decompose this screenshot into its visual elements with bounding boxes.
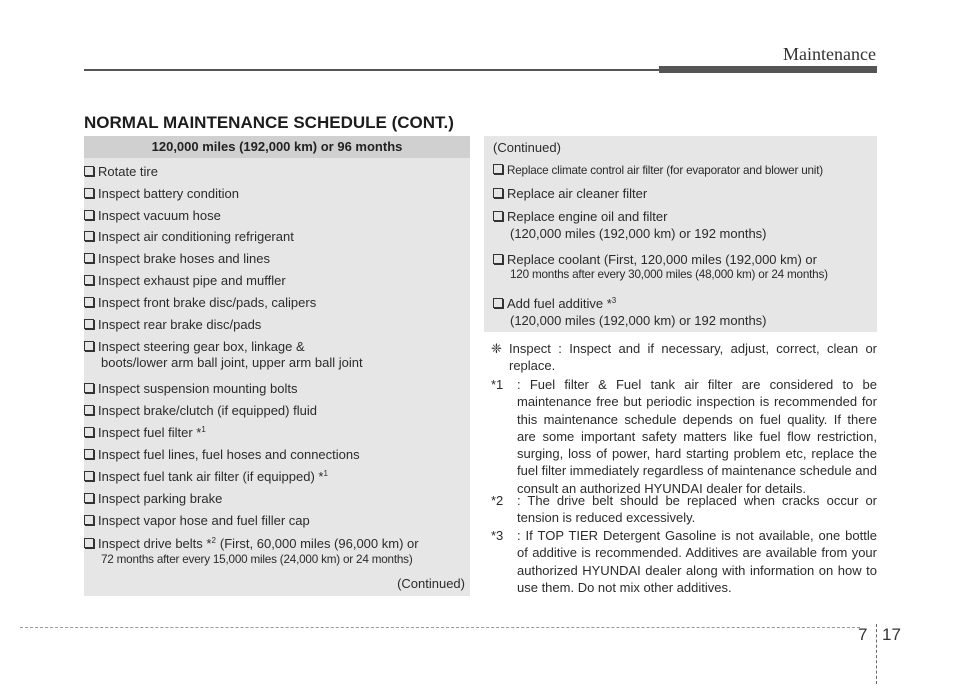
chapter-number: 7 xyxy=(858,625,868,644)
checkbox-icon xyxy=(84,297,94,307)
section-title: NORMAL MAINTENANCE SCHEDULE (CONT.) xyxy=(84,113,454,132)
footnote-1: *1 : Fuel filter & Fuel tank air filter are considered to be maintenance free but periodic inspection is recommended for this maintenance schedule depends on fuel quality. If there are some important safety matters like fuel flow restriction, surging, loss of power, hard starting problem etc, replace the fuel filter immediately regardless of maintenance schedule and consult an authorized HYUNDAI dealer for details. xyxy=(491,377,877,496)
checkbox-icon xyxy=(84,427,94,437)
footnote-2: *2 : The drive belt should be replaced when cracks occur or tension is reduced excessively. xyxy=(491,493,877,526)
checkbox-icon xyxy=(493,211,503,221)
list-item: Inspect air conditioning refrigerant xyxy=(84,229,294,244)
footnote-marker: *1 xyxy=(491,377,504,392)
checkbox-icon xyxy=(84,231,94,241)
header-rule xyxy=(84,69,662,71)
list-item: Replace air cleaner filter xyxy=(493,186,647,201)
footer-rule xyxy=(20,627,860,628)
list-item-continuation: 120 months after every 30,000 miles (48,000 km) or 24 months) xyxy=(510,268,828,281)
list-item: Inspect battery condition xyxy=(84,186,239,201)
note-inspect: ❈ Inspect : Inspect and if necessary, adjust, correct, clean or replace. xyxy=(491,341,877,374)
list-item: Add fuel additive *$^3$ xyxy=(493,296,616,311)
continued-label: (Continued) xyxy=(493,140,561,155)
checkbox-icon xyxy=(84,253,94,263)
list-item: Replace engine oil and filter xyxy=(493,209,667,224)
list-item: Inspect fuel tank air filter (if equipped) *$^1$ xyxy=(84,469,328,484)
header-rule-accent xyxy=(659,66,877,73)
list-item: Inspect brake hoses and lines xyxy=(84,251,270,266)
list-item: Inspect suspension mounting bolts xyxy=(84,381,297,396)
checkbox-icon xyxy=(493,188,503,198)
page-number: 17 xyxy=(882,625,901,644)
checkbox-icon xyxy=(493,164,503,174)
list-item: Inspect vacuum hose xyxy=(84,208,221,223)
checkbox-icon xyxy=(84,515,94,525)
checkbox-icon xyxy=(84,188,94,198)
list-item: Inspect exhaust pipe and muffler xyxy=(84,273,286,288)
list-item: Inspect drive belts *$^2$ (First, 60,000 miles (96,000 km) or xyxy=(84,536,419,551)
checkbox-icon xyxy=(84,383,94,393)
list-item: Replace coolant (First, 120,000 miles (192,000 km) or xyxy=(493,252,817,267)
list-item-continuation: (120,000 miles (192,000 km) or 192 months) xyxy=(510,226,767,241)
list-item-continuation: boots/lower arm ball joint, upper arm ball joint xyxy=(101,355,363,370)
list-item: Inspect parking brake xyxy=(84,491,222,506)
list-item-continuation: (120,000 miles (192,000 km) or 192 months) xyxy=(510,313,767,328)
page-number-divider xyxy=(876,624,877,684)
chapter-title: Maintenance xyxy=(783,44,876,64)
checkbox-icon xyxy=(84,210,94,220)
list-item: Inspect fuel filter *$^1$ xyxy=(84,425,206,440)
continued-label: (Continued) xyxy=(397,576,465,591)
checkbox-icon xyxy=(84,493,94,503)
list-item: Inspect fuel lines, fuel hoses and connections xyxy=(84,447,360,462)
footnote-3: *3 : If TOP TIER Detergent Gasoline is not available, one bottle of additive is recommended. Additives are available from your authorized HYUNDAI dealer along with information on how to use them. Do not mix other additives. xyxy=(491,528,877,595)
checkbox-icon xyxy=(493,298,503,308)
list-item: Replace climate control air filter (for evaporator and blower unit) xyxy=(493,164,823,177)
footnote-marker: *3 xyxy=(491,528,504,543)
checkbox-icon xyxy=(84,405,94,415)
checkbox-icon xyxy=(493,254,503,264)
list-item: Rotate tire xyxy=(84,164,158,179)
list-item: Inspect steering gear box, linkage & xyxy=(84,339,305,354)
checkbox-icon xyxy=(84,166,94,176)
list-item-continuation: 72 months after every 15,000 miles (24,000 km) or 24 months) xyxy=(101,553,413,566)
checkbox-icon xyxy=(84,538,94,548)
checkbox-icon xyxy=(84,319,94,329)
list-item: Inspect front brake disc/pads, calipers xyxy=(84,295,316,310)
list-item: Inspect brake/clutch (if equipped) fluid xyxy=(84,403,317,418)
checkbox-icon xyxy=(84,449,94,459)
checkbox-icon xyxy=(84,275,94,285)
list-item: Inspect vapor hose and fuel filler cap xyxy=(84,513,310,528)
checkbox-icon xyxy=(84,341,94,351)
checkbox-icon xyxy=(84,471,94,481)
list-item: Inspect rear brake disc/pads xyxy=(84,317,261,332)
footnote-marker: *2 xyxy=(491,493,504,508)
note-symbol: ❈ xyxy=(491,341,502,356)
schedule-heading: 120,000 miles (192,000 km) or 96 months xyxy=(84,136,470,158)
